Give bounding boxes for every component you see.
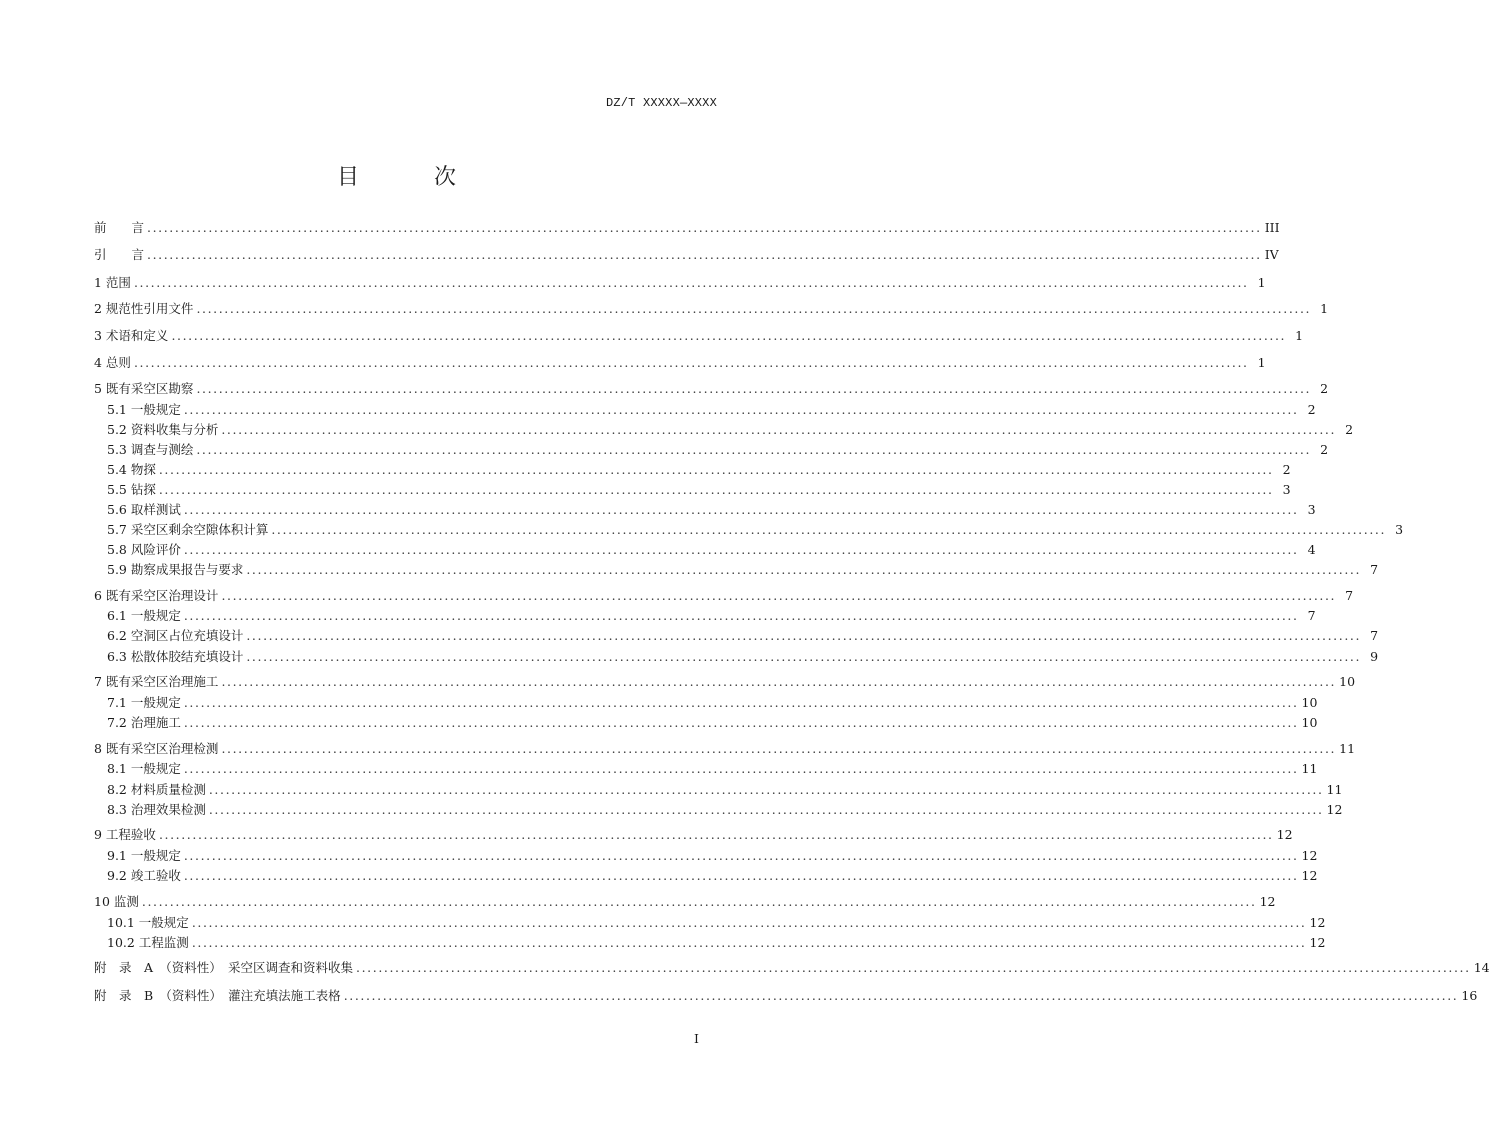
toc-entry-page: 2 (1345, 422, 1354, 437)
toc-entry-page: 12 (1326, 802, 1343, 817)
toc-dot-leader: ........................................................................................................................................................................................................ (191, 915, 1307, 930)
toc-entry-page: 12 (1259, 894, 1276, 909)
toc-entry-label: 5.2 资料收集与分析 (107, 422, 219, 437)
toc-entry-label: 5.8 风险评价 (107, 542, 181, 557)
toc-entry-page: 7 (1370, 562, 1379, 577)
toc-entry-page: 1 (1320, 301, 1329, 316)
toc-entry-page: III (1264, 220, 1280, 235)
toc-entry-page: 2 (1320, 381, 1329, 396)
toc-dot-leader: ........................................................................................................................................................................................................ (133, 355, 1249, 370)
toc-dot-leader: ........................................................................................................................................................................................................ (171, 328, 1287, 343)
toc-entry[interactable] (107, 501, 1316, 519)
toc-dot-leader: ........................................................................................................................................................................................................ (221, 741, 1337, 756)
toc-entry-label: 5.4 物探 (107, 462, 156, 477)
toc-entry-label: 5.3 调查与测绘 (107, 442, 194, 457)
toc-entry[interactable] (107, 461, 1291, 479)
toc-entry-page: 1 (1257, 355, 1266, 370)
toc-entry[interactable] (94, 354, 1266, 372)
toc-entry[interactable] (94, 380, 1329, 398)
toc-entry-label: 6 既有采空区治理设计 (94, 588, 219, 603)
toc-dot-leader: ........................................................................................................................................................................................................ (196, 381, 1312, 396)
toc-entry-page: 12 (1309, 915, 1326, 930)
toc-entry-label: 5.1 一般规定 (107, 402, 181, 417)
toc-entry[interactable] (94, 587, 1354, 605)
toc-entry-label: 6.3 松散体胶结充填设计 (107, 649, 244, 664)
toc-entry-label: 附 录 A （资料性） 采空区调查和资料收集 (94, 960, 354, 975)
toc-entry-label: 6.2 空洞区占位充填设计 (107, 628, 244, 643)
toc-entry-label: 6.1 一般规定 (107, 608, 181, 623)
toc-entry[interactable] (94, 327, 1304, 345)
toc-entry[interactable] (107, 847, 1318, 865)
toc-entry-page: 14 (1473, 960, 1490, 975)
toc-entry-label: 4 总则 (94, 355, 131, 370)
toc-entry[interactable] (94, 673, 1356, 691)
toc-entry-page: 1 (1257, 275, 1266, 290)
toc-dot-leader: ........................................................................................................................................................................................................ (133, 275, 1249, 290)
toc-entry[interactable] (94, 300, 1329, 318)
toc-entry-page: 12 (1301, 848, 1318, 863)
toc-entry-label: 5.6 取样测试 (107, 502, 181, 517)
toc-entry-label: 1 范围 (94, 275, 131, 290)
toc-entry-label: 5.9 勘察成果报告与要求 (107, 562, 244, 577)
toc-entry-page: 11 (1339, 741, 1356, 756)
toc-entry-label: 5.7 采空区剩余空隙体积计算 (107, 522, 269, 537)
toc-dot-leader: ........................................................................................................................................................................................................ (183, 608, 1299, 623)
toc-entry-label: 附 录 B （资料性） 灌注充填法施工表格 (94, 988, 341, 1003)
toc-entry[interactable] (107, 801, 1343, 819)
toc-dot-leader: ........................................................................................................................................................................................................ (246, 649, 1362, 664)
toc-entry-page: 3 (1395, 522, 1404, 537)
toc-entry-page: 2 (1307, 402, 1316, 417)
toc-dot-leader: ........................................................................................................................................................................................................ (221, 674, 1337, 689)
toc-entry[interactable] (107, 481, 1291, 499)
toc-entry-label: 7.2 治理施工 (107, 715, 181, 730)
toc-entry-label: 3 术语和定义 (94, 328, 169, 343)
toc-entry-label: 2 规范性引用文件 (94, 301, 194, 316)
toc-entry[interactable] (107, 607, 1316, 625)
toc-entry-page: 9 (1370, 649, 1379, 664)
toc-entry-page: 12 (1301, 868, 1318, 883)
toc-entry[interactable] (107, 934, 1326, 952)
toc-entry-page: 12 (1276, 827, 1293, 842)
toc-entry-page: 11 (1326, 782, 1343, 797)
toc-entry-label: 7 既有采空区治理施工 (94, 674, 219, 689)
toc-dot-leader: ........................................................................................................................................................................................................ (246, 562, 1362, 577)
toc-entry[interactable] (94, 219, 1280, 237)
toc-entry[interactable] (107, 401, 1316, 419)
toc-dot-leader: ........................................................................................................................................................................................................ (158, 462, 1274, 477)
toc-entry[interactable] (107, 441, 1329, 459)
toc-dot-leader: ........................................................................................................................................................................................................ (208, 802, 1324, 817)
document-code: DZ/T XXXXX—XXXX (605, 96, 717, 110)
toc-entry-page: 16 (1461, 988, 1478, 1003)
toc-dot-leader: ........................................................................................................................................................................................................ (183, 848, 1299, 863)
toc-entry-page: 7 (1345, 588, 1354, 603)
toc-entry-label: 8.2 材料质量检测 (107, 782, 206, 797)
toc-entry[interactable] (107, 648, 1379, 666)
page-title: 目 次 (337, 165, 490, 190)
toc-entry-page: 3 (1282, 482, 1291, 497)
toc-dot-leader: ........................................................................................................................................................................................................ (183, 542, 1299, 557)
toc-entry[interactable] (107, 521, 1404, 539)
toc-entry-page: 10 (1301, 695, 1318, 710)
toc-entry-label: 8.3 治理效果检测 (107, 802, 206, 817)
toc-entry-page: 10 (1339, 674, 1356, 689)
toc-entry-label: 10 监测 (94, 894, 139, 909)
toc-entry-page: 12 (1309, 935, 1326, 950)
toc-entry-label: 9.2 竣工验收 (107, 868, 181, 883)
toc-entry[interactable] (107, 561, 1379, 579)
toc-entry-label: 10.2 工程监测 (107, 935, 189, 950)
footer-page-number: I (694, 1031, 699, 1046)
toc-dot-leader: ........................................................................................................................................................................................................ (208, 782, 1324, 797)
toc-entry-page: 2 (1282, 462, 1291, 477)
toc-entry-label: 8.1 一般规定 (107, 761, 181, 776)
toc-entry-label: 9 工程验收 (94, 827, 156, 842)
toc-entry-label: 10.1 一般规定 (107, 915, 189, 930)
toc-entry-page: 2 (1320, 442, 1329, 457)
toc-entry-page: 11 (1301, 761, 1318, 776)
toc-dot-leader: ........................................................................................................................................................................................................ (183, 695, 1299, 710)
toc-dot-leader: ........................................................................................................................................................................................................ (183, 715, 1299, 730)
toc-entry[interactable] (107, 781, 1343, 799)
toc-entry[interactable] (94, 740, 1356, 758)
toc-entry-label: 5 既有采空区勘察 (94, 381, 194, 396)
toc-entry-page: 7 (1307, 608, 1316, 623)
toc-entry[interactable] (94, 246, 1279, 264)
toc-entry[interactable] (107, 421, 1354, 439)
toc-entry[interactable] (94, 987, 1478, 1005)
toc-dot-leader: ........................................................................................................................................................................................................ (356, 960, 1471, 975)
toc-entry-page: 3 (1307, 502, 1316, 517)
toc-dot-leader: ........................................................................................................................................................................................................ (183, 868, 1299, 883)
toc-dot-leader: ........................................................................................................................................................................................................ (221, 422, 1337, 437)
toc-entry[interactable] (107, 627, 1379, 645)
toc-entry-page: IV (1264, 247, 1279, 262)
toc-entry[interactable] (107, 760, 1318, 778)
toc-entry-page: 1 (1295, 328, 1304, 343)
toc-entry[interactable] (94, 959, 1490, 977)
toc-dot-leader: ........................................................................................................................................................................................................ (158, 827, 1274, 842)
toc-dot-leader: ........................................................................................................................................................................................................ (158, 482, 1274, 497)
toc-dot-leader: ........................................................................................................................................................................................................ (191, 935, 1307, 950)
toc-dot-leader: ........................................................................................................................................................................................................ (196, 442, 1312, 457)
toc-entry-page: 10 (1301, 715, 1318, 730)
toc-entry-page: 4 (1307, 542, 1316, 557)
toc-entry[interactable] (107, 867, 1318, 885)
toc-dot-leader: ........................................................................................................................................................................................................ (343, 988, 1459, 1003)
toc-entry[interactable] (94, 826, 1293, 844)
toc-entry[interactable] (94, 893, 1276, 911)
toc-entry[interactable] (107, 914, 1326, 932)
toc-entry-label: 8 既有采空区治理检测 (94, 741, 219, 756)
toc-entry-label: 9.1 一般规定 (107, 848, 181, 863)
toc-entry-label: 前 言 (94, 220, 145, 235)
toc-dot-leader: ........................................................................................................................................................................................................ (221, 588, 1337, 603)
toc-dot-leader: ........................................................................................................................................................................................................ (147, 247, 1262, 262)
toc-dot-leader: ........................................................................................................................................................................................................ (141, 894, 1257, 909)
toc-entry[interactable] (94, 274, 1266, 292)
toc-entry[interactable] (107, 694, 1318, 712)
toc-dot-leader: ........................................................................................................................................................................................................ (183, 502, 1299, 517)
toc-entry[interactable] (107, 541, 1316, 559)
toc-dot-leader: ........................................................................................................................................................................................................ (196, 301, 1312, 316)
toc-entry-page: 7 (1370, 628, 1379, 643)
toc-entry-label: 5.5 钻探 (107, 482, 156, 497)
toc-dot-leader: ........................................................................................................................................................................................................ (183, 761, 1299, 776)
toc-dot-leader: ........................................................................................................................................................................................................ (271, 522, 1387, 537)
toc-dot-leader: ........................................................................................................................................................................................................ (147, 220, 1262, 235)
toc-dot-leader: ........................................................................................................................................................................................................ (246, 628, 1362, 643)
toc-dot-leader: ........................................................................................................................................................................................................ (183, 402, 1299, 417)
toc-entry-label: 7.1 一般规定 (107, 695, 181, 710)
toc-entry-label: 引 言 (94, 247, 145, 262)
toc-entry[interactable] (107, 714, 1318, 732)
